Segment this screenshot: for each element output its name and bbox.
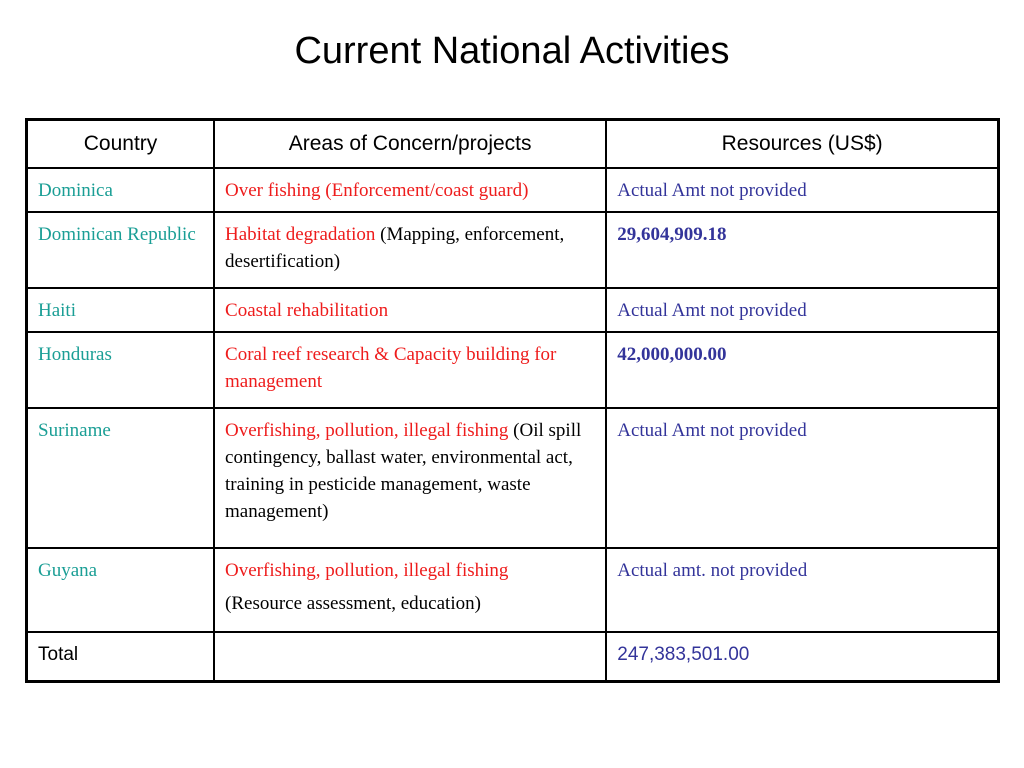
header-resources: Resources (US$) bbox=[606, 120, 998, 168]
table-header-row bbox=[27, 120, 999, 168]
country-cell: Guyana bbox=[27, 548, 215, 632]
concern-text: Overfishing, pollution, illegal fishing bbox=[225, 419, 509, 441]
resource-cell: 29,604,909.18 bbox=[606, 212, 998, 288]
country-cell: Suriname bbox=[27, 408, 215, 548]
resource-cell: Actual Amt not provided bbox=[606, 168, 998, 212]
total-label: Total bbox=[27, 632, 215, 682]
resource-cell: Actual Amt not provided bbox=[606, 288, 998, 332]
total-row bbox=[27, 632, 999, 682]
slide-title: Current National Activities bbox=[294, 30, 730, 72]
resource-cell: Actual amt. not provided bbox=[606, 548, 998, 632]
resource-cell: 42,000,000.00 bbox=[606, 332, 998, 408]
table-row bbox=[27, 168, 999, 212]
concern-text: Coastal rehabilitation bbox=[225, 299, 389, 321]
concern-cell bbox=[214, 212, 606, 288]
total-empty-cell bbox=[214, 632, 606, 682]
table-row bbox=[27, 212, 999, 288]
table-row bbox=[27, 288, 999, 332]
concern-text: Over fishing (Enforcement/coast guard) bbox=[225, 179, 529, 201]
concern-text: Habitat degradation bbox=[225, 223, 376, 245]
concern-detail: (Oil spill contingency, ballast water, environmental act, training in pesticide management, waste management) bbox=[225, 419, 582, 522]
total-value: 247,383,501.00 bbox=[606, 632, 998, 682]
activities-table bbox=[25, 118, 1000, 683]
concern-cell bbox=[214, 288, 606, 332]
table-row bbox=[27, 332, 999, 408]
concern-cell bbox=[214, 408, 606, 548]
resource-cell: Actual Amt not provided bbox=[606, 408, 998, 548]
country-cell: Dominica bbox=[27, 168, 215, 212]
country-cell: Honduras bbox=[27, 332, 215, 408]
concern-detail: (Mapping, enforcement, desertification) bbox=[225, 223, 565, 272]
table-row bbox=[27, 548, 999, 632]
country-cell: Dominican Republic bbox=[27, 212, 215, 288]
concern-cell bbox=[214, 548, 606, 632]
concern-cell bbox=[214, 168, 606, 212]
concern-text: Overfishing, pollution, illegal fishing bbox=[225, 559, 509, 581]
table-row bbox=[27, 408, 999, 548]
header-country: Country bbox=[27, 120, 215, 168]
concern-cell bbox=[214, 332, 606, 408]
concern-detail: (Resource assessment, education) bbox=[225, 592, 481, 614]
concern-text: Coral reef research & Capacity building for management bbox=[225, 343, 557, 392]
header-areas-of-concern: Areas of Concern/projects bbox=[214, 120, 606, 168]
country-cell: Haiti bbox=[27, 288, 215, 332]
